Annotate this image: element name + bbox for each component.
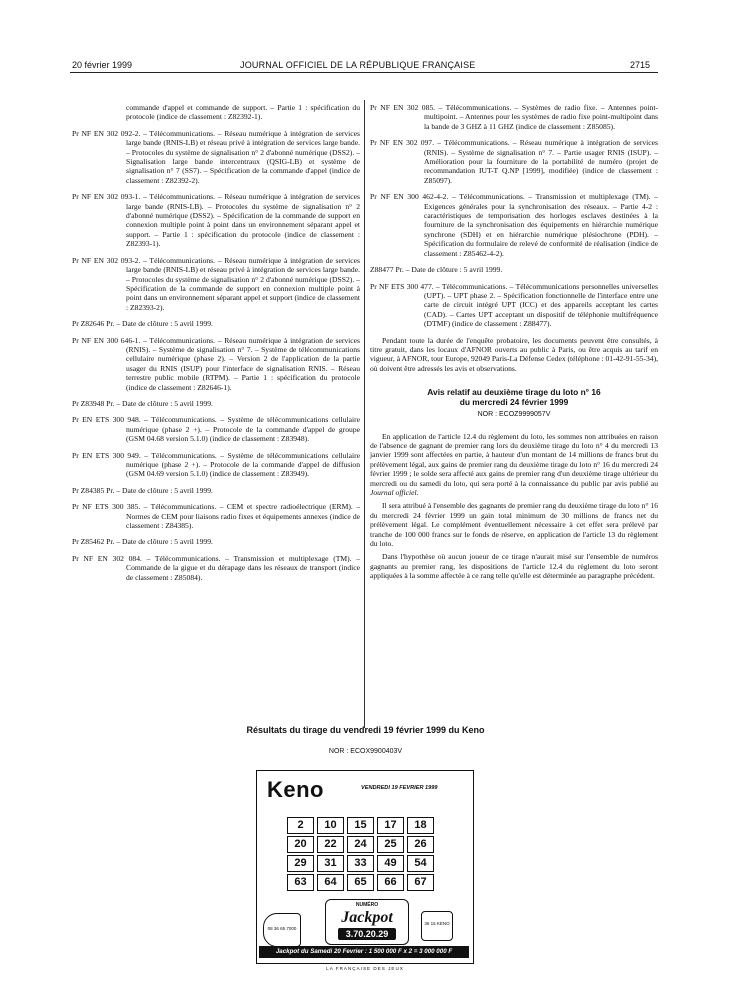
standard-entry: [72, 486, 360, 495]
entry-text: – Télécommunications. – Réseau numérique à intégration de services (RNIS). – Système de signalisation n° 7. – Partie usager RNIS (ISUP). – Amélioration pour la fourniture de la portabilité de numéro (projet de recommandation IUT-T Q.NP [1999], modifiée) (indice de classement : Z85097).: [424, 138, 658, 185]
entry-reference: Pr Z82646 Pr.: [72, 319, 115, 329]
header-date: 20 février 1999: [72, 60, 133, 70]
avis-paragraph-1: [370, 432, 658, 498]
keno-number-cell: 67: [407, 874, 434, 891]
keno-number-cell: 66: [377, 874, 404, 891]
entry-text: – Date de clôture : 5 avril 1999.: [116, 537, 213, 547]
keno-number-cell: 10: [317, 817, 344, 834]
keno-number-cell: 31: [317, 855, 344, 872]
entry-reference: Pr NF ETS 300 385.: [72, 502, 141, 512]
phone-icon: [263, 913, 301, 947]
keno-number-cell: 2: [287, 817, 314, 834]
entry-reference: Pr NF EN 300 462-4-2.: [370, 192, 449, 202]
right-entries: [370, 103, 658, 329]
keno-number-cell: 22: [317, 836, 344, 853]
keno-number-cell: 49: [377, 855, 404, 872]
minitel-text: 36 15 KENO: [424, 921, 450, 926]
entry-reference: Pr Z84385 Pr.: [72, 485, 115, 495]
entry-reference: Pr NF EN 300 646-1.: [72, 335, 141, 345]
standard-entry: [72, 256, 360, 312]
entry-reference: Pr NF EN 302 085.: [370, 103, 436, 112]
header-page-number: 2715: [630, 60, 651, 70]
entry-reference: Pr NF EN 302 092-2.: [72, 128, 141, 138]
keno-number-cell: 54: [407, 855, 434, 872]
standard-entry: [370, 103, 658, 131]
entry-reference: Pr NF EN 302 093-2.: [72, 255, 141, 265]
keno-number-cell: 29: [287, 855, 314, 872]
keno-number-cell: 33: [347, 855, 374, 872]
standard-entry: [72, 502, 360, 530]
entry-reference: Pr NF ETS 300 477.: [370, 281, 434, 291]
jackpot-label: NUMÉRO: [355, 902, 379, 908]
minitel-icon: [421, 911, 453, 941]
phone-text: 08 36 65 7000: [267, 926, 297, 931]
standard-entry: [72, 192, 360, 248]
entry-text: – Télécommunications. – Système de télécommunications cellulaire numérique (phase 2 +). – Protocole de la commande d'appel de groupe (GSM 04.68 version 5.1.0) (indice de classement : Z83948).: [126, 415, 360, 444]
entry-text: – Date de clôture : 5 avril 1999.: [116, 398, 213, 408]
header-title: JOURNAL OFFICIEL DE LA RÉPUBLIQUE FRANÇAISE: [240, 60, 476, 70]
left-column: [72, 103, 360, 589]
entry-reference: Pr NF EN 302 084.: [72, 553, 142, 563]
keno-number-cell: 63: [287, 874, 314, 891]
keno-number-cell: 17: [377, 817, 404, 834]
standard-entry: [370, 192, 658, 258]
avis-paragraph-2: Il sera attribué à l'ensemble des gagnants de premier rang du deuxième tirage du loto n° 16 du mercredi 24 février 1999 un gain total minimum de 30 millions de francs net du prélèvement légal. Le complément éventuellement nécessaire à cet effet sera prélevé par tranche de 100 000 francs sur le fonds de réserve, en application de l'article 13 du règlement du loto.: [370, 501, 658, 549]
entry-reference: Pr Z85462 Pr.: [72, 537, 115, 547]
standard-entry: [72, 415, 360, 443]
entry-reference: Pr EN ETS 300 948.: [72, 415, 141, 425]
enquete-paragraph: Pendant toute la durée de l'enquête probatoire, les documents peuvent être consultés, à titre gratuit, dans les locaux d'AFNOR ouverts au public à Paris, ou être acquis au tarif en vigueur, à AFNOR, tour Europe, 92049 Paris-La Défense Cedex (téléphone : 01-42-91-55-34), où doivent être adressés les avis et observations.: [370, 335, 658, 373]
avis-nor: NOR : ECOZ9999057V: [477, 411, 551, 419]
standard-entry: [72, 336, 360, 392]
entry-text: – Télécommunications. – Transmission et multiplexage (TM). – Commande de la gigue et du dérapage dans les réseaux de transport (indice de classement : Z85084).: [126, 553, 361, 582]
entry-text: – Télécommunications. – CEM et spectre radioélectrique (ERM). – Normes de CEM pour liaisons radio fixes et équipements annexes (indice de classement : Z84385).: [126, 502, 360, 531]
standard-entry: [72, 554, 360, 582]
entry-text: – Télécommunications. – Réseau numérique à intégration de services (RNIS). – Système de signalisation n° 7. – Système de télécommunications cellulaire numérique (phase 2). – Version 2 de l'application de la partie usager du RNIS (ISUP) pour l'interface de signalisation RNIS. – Réseau terrestre public mobile (RTPM). – Partie 1 : spécification du protocole (indice de classement : Z82646-1).: [126, 335, 360, 392]
avis-title-line1: Avis relatif au deuxième tirage du loto n° 16: [427, 387, 601, 398]
keno-results-ticket: [256, 770, 474, 964]
entry-text: – Télécommunications. – Réseau numérique à intégration de services large bande (RNIS-LB) et réseau privé à intégration de services large bande. – Protocoles du système de signalisation n° 2 d'abonné numérique (DSS2). – Signalisation large bande intercentraux (QSIG-LB) et système de signalisation n° 7 (SS7). – Spécification de la commande d'appel (indice de classement : Z82392-2).: [126, 128, 360, 185]
column-separator: [364, 100, 365, 728]
entry-text: commande d'appel et commande de support. – Partie 1 : spécification du protocole (indice de classement : Z82392-1).: [126, 103, 360, 122]
keno-number-cell: 26: [407, 836, 434, 853]
results-nor: NOR : ECOX9900403V: [328, 748, 403, 755]
entry-text: – Télécommunications. – Transmission et multiplexage (TM). – Exigences générales pour la synchronisation des réseaux. – Partie 4-2 : caractéristiques de temporisation des horloges esclaves destinées à la fourniture de la synchronisation des équipements en hiérarchie numérique synchrone (SDH) et en hiérarchie numérique plésiochrone (PDH). – Spécification du formulaire de relevé de conformité de réalisation (indice de classement : Z85462-4-2).: [424, 192, 658, 258]
jackpot-banner: Jackpot du Samedi 20 Fevrier : 1 500 000 F x 2 = 3 000 000 F: [259, 946, 469, 958]
keno-logo: Keno: [267, 777, 324, 802]
entry-text: – Télécommunications. – Système de télécommunications cellulaire numérique (phase 2 +). – Protocole de la commande d'appel de diffusion (GSM 04.69 version 5.1.0) (indice de classement : Z83949).: [126, 450, 360, 479]
keno-number-cell: 65: [347, 874, 374, 891]
entry-reference: Pr NF EN 302 093-1.: [72, 192, 141, 202]
standard-entry: [370, 138, 658, 185]
keno-date: VENDREDI 19 FEVRIER 1999: [361, 785, 438, 791]
entry-reference: Pr NF EN 302 097.: [370, 138, 434, 148]
entry-text: – Télécommunications. – Réseau numérique à intégration de services large bande (RNIS-LB). – Protocoles du système de signalisation n° 2 d'abonné numérique (DSS2). – Spécification de la commande de support en connexion multiple point à point dans un environnement séparant appel et support. – Partie 1 : spécification du protocole (indice de classement : Z82393-1).: [126, 192, 360, 249]
header-rule: [70, 72, 658, 73]
standard-entry: [72, 319, 360, 328]
entry-text: – Date de clôture : 5 avril 1999.: [116, 319, 213, 329]
journal-officiel-italic: Journal officiel.: [370, 488, 419, 497]
jackpot-number: 3.70.20.29: [338, 928, 396, 940]
avis-title: [370, 387, 658, 407]
entry-reference: Z88477 Pr.: [370, 265, 404, 275]
page-header: [0, 60, 731, 76]
standard-entry: [72, 537, 360, 546]
entry-reference: Pr EN ETS 300 949.: [72, 450, 141, 460]
keno-number-cell: 18: [407, 817, 434, 834]
entry-text: – Date de clôture : 5 avril 1999.: [405, 265, 503, 275]
standard-entry: [72, 129, 360, 185]
keno-number-cell: 24: [347, 836, 374, 853]
keno-number-cell: 20: [287, 836, 314, 853]
results-title: Résultats du tirage du vendredi 19 février 1999 du Keno: [246, 725, 485, 735]
entry-reference: Pr Z83948 Pr.: [72, 398, 115, 408]
entry-text: – Télécommunications. – Réseau numérique à intégration de services large bande (RNIS-LB) et réseau privé à intégration de services large bande. – Protocoles du système de signalisation n° 2 d'abonné numérique (DSS2). – Spécification de la commande de support en connexion multiple point à point dans un environnement séparant appel et support (indice de classement : Z82393-2).: [126, 255, 360, 312]
jackpot-word: Jackpot: [341, 909, 393, 926]
fdj-footer: LA FRANÇAISE DES JEUX: [326, 966, 404, 971]
avis-title-line2: du mercredi 24 février 1999: [459, 397, 569, 408]
entry-text: – Télécommunications. – Systèmes de radio fixe. – Antennes point-multipoint. – Antennes pour les systèmes de radio fixe point-multipoint dans la bande de 3 GHZ à 11 GHZ (indice de classement : Z85085).: [424, 103, 658, 131]
right-column: [370, 103, 658, 585]
standard-entry: [370, 282, 658, 329]
standard-entry: [72, 103, 360, 122]
standard-entry: [72, 399, 360, 408]
standard-entry: [370, 265, 658, 274]
avis-p1-text: En application de l'article 12.4 du règlement du loto, les sommes non attribuées en raison de l'absence de gagnant de premier rang lors du deuxième tirage du loto n° 4 du mercredi 13 janvier 1999 sont affectées en partie, à hauteur d'un montant de 14 millions de francs brut du prélèvement légal, aux gains de premier rang du deuxième tirage du loto n° 16 du mercredi 24 février 1999 ; le solde sera affecté aux gains de premier rang d'un deuxième tirage ultérieur du mercredi ou du samedi du loto, qui sera porté à la connaissance du public par avis publié au: [370, 431, 658, 488]
keno-number-cell: 25: [377, 836, 404, 853]
avis-paragraph-3: Dans l'hypothèse où aucun joueur de ce tirage n'aurait misé sur l'ensemble de numéros gagnants au premier rang, les dispositions de l'article 12.4 du règlement du loto seront appliquées à la somme affectée à ce rang telle qu'elle est déterminée au paragraphe précédent.: [370, 552, 658, 581]
standard-entry: [72, 451, 360, 479]
keno-number-cell: 15: [347, 817, 374, 834]
entry-text: – Télécommunications. – Télécommunications personnelles universelles (UPT). – UPT phase 2. – Spécification fonctionnelle de l'interface entre une carte de circuit intégré UPT (ICC) et des appareils acceptant les cartes (CAD). – Cartes UPT acceptant un dispositif de téléphonie multifréquence (DTMF) (indice de classement : Z88477).: [424, 281, 658, 329]
jackpot-box: [325, 899, 409, 945]
entry-text: – Date de clôture : 5 avril 1999.: [116, 485, 213, 495]
keno-number-cell: 64: [317, 874, 344, 891]
